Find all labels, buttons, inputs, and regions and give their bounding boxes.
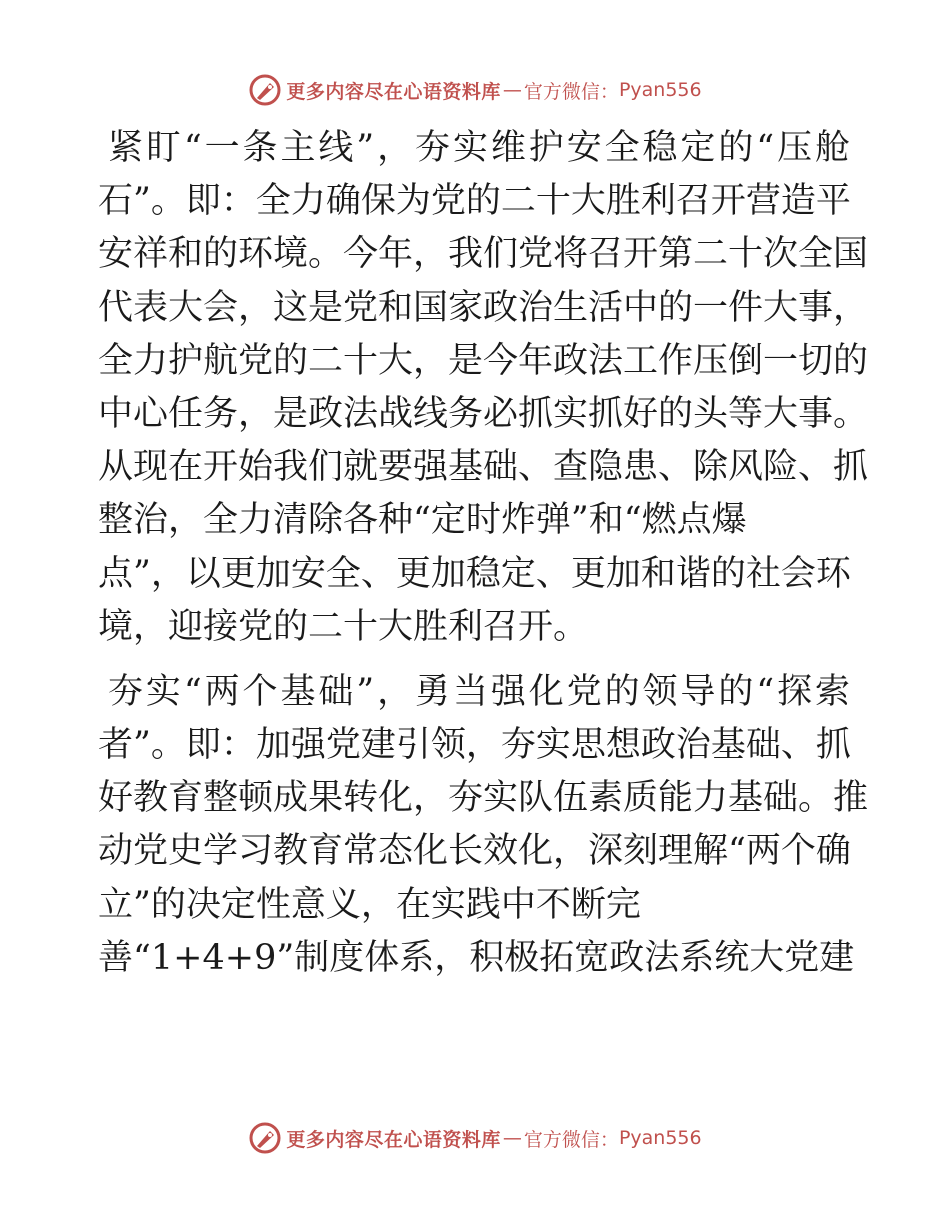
banner-contact-label: 官方微信： — [523, 80, 619, 103]
text-line: 代表大会，这是党和国家政治生活中的一件大事， — [98, 287, 869, 328]
paragraph-1 — [98, 122, 869, 654]
pen-nib-logo-icon — [248, 73, 282, 107]
text-line: 夯实“两个基础”，勇当强化党的领导的“探索 — [108, 671, 850, 712]
paragraph-2 — [98, 666, 869, 985]
banner-dash: — — [502, 79, 522, 101]
text-line: 整治，全力清除各种“定时炸弹”和“燃点爆 — [98, 500, 747, 541]
banner-brand: 更多内容尽在心语资料库 — [286, 80, 501, 103]
text-line: 点”，以更加安全、更加稳定、更加和谐的社会环 — [98, 553, 851, 594]
text-line: 从现在开始我们就要强基础、查隐患、除风险、抓 — [98, 447, 869, 488]
footer-banner — [0, 1118, 950, 1158]
text-line: 动党史学习教育常态化长效化，深刻理解“两个确 — [98, 831, 851, 872]
document-body — [98, 122, 869, 997]
text-line: 安祥和的环境。今年，我们党将召开第二十次全国 — [98, 234, 869, 275]
header-banner — [0, 70, 950, 110]
banner-wechat-id: Pyan556 — [618, 1127, 702, 1149]
text-line: 善“1+4+9”制度体系，积极拓宽政法系统大党建 — [98, 937, 855, 978]
banner-brand: 更多内容尽在心语资料库 — [286, 1128, 501, 1151]
pen-nib-logo-icon — [248, 1121, 282, 1155]
banner-contact-label: 官方微信： — [523, 1128, 619, 1151]
text-line: 全力护航党的二十大，是今年政法工作压倒一切的 — [98, 340, 869, 381]
text-line: 者”。即：加强党建引领，夯实思想政治基础、抓 — [98, 725, 851, 766]
text-line: 中心任务，是政法战线务必抓实抓好的头等大事。 — [98, 393, 869, 434]
text-line: 立”的决定性意义，在实践中不断完 — [98, 884, 641, 925]
banner-dash: — — [502, 1127, 522, 1149]
banner-wechat-id: Pyan556 — [618, 79, 702, 101]
text-line: 境，迎接党的二十大胜利召开。 — [98, 606, 589, 647]
text-line: 紧盯“一条主线”，夯实维护安全稳定的“压舱 — [108, 128, 850, 168]
text-line: 石”。即：全力确保为党的二十大胜利召开营造平 — [98, 181, 851, 222]
text-line: 好教育整顿成果转化，夯实队伍素质能力基础。推 — [98, 778, 869, 819]
